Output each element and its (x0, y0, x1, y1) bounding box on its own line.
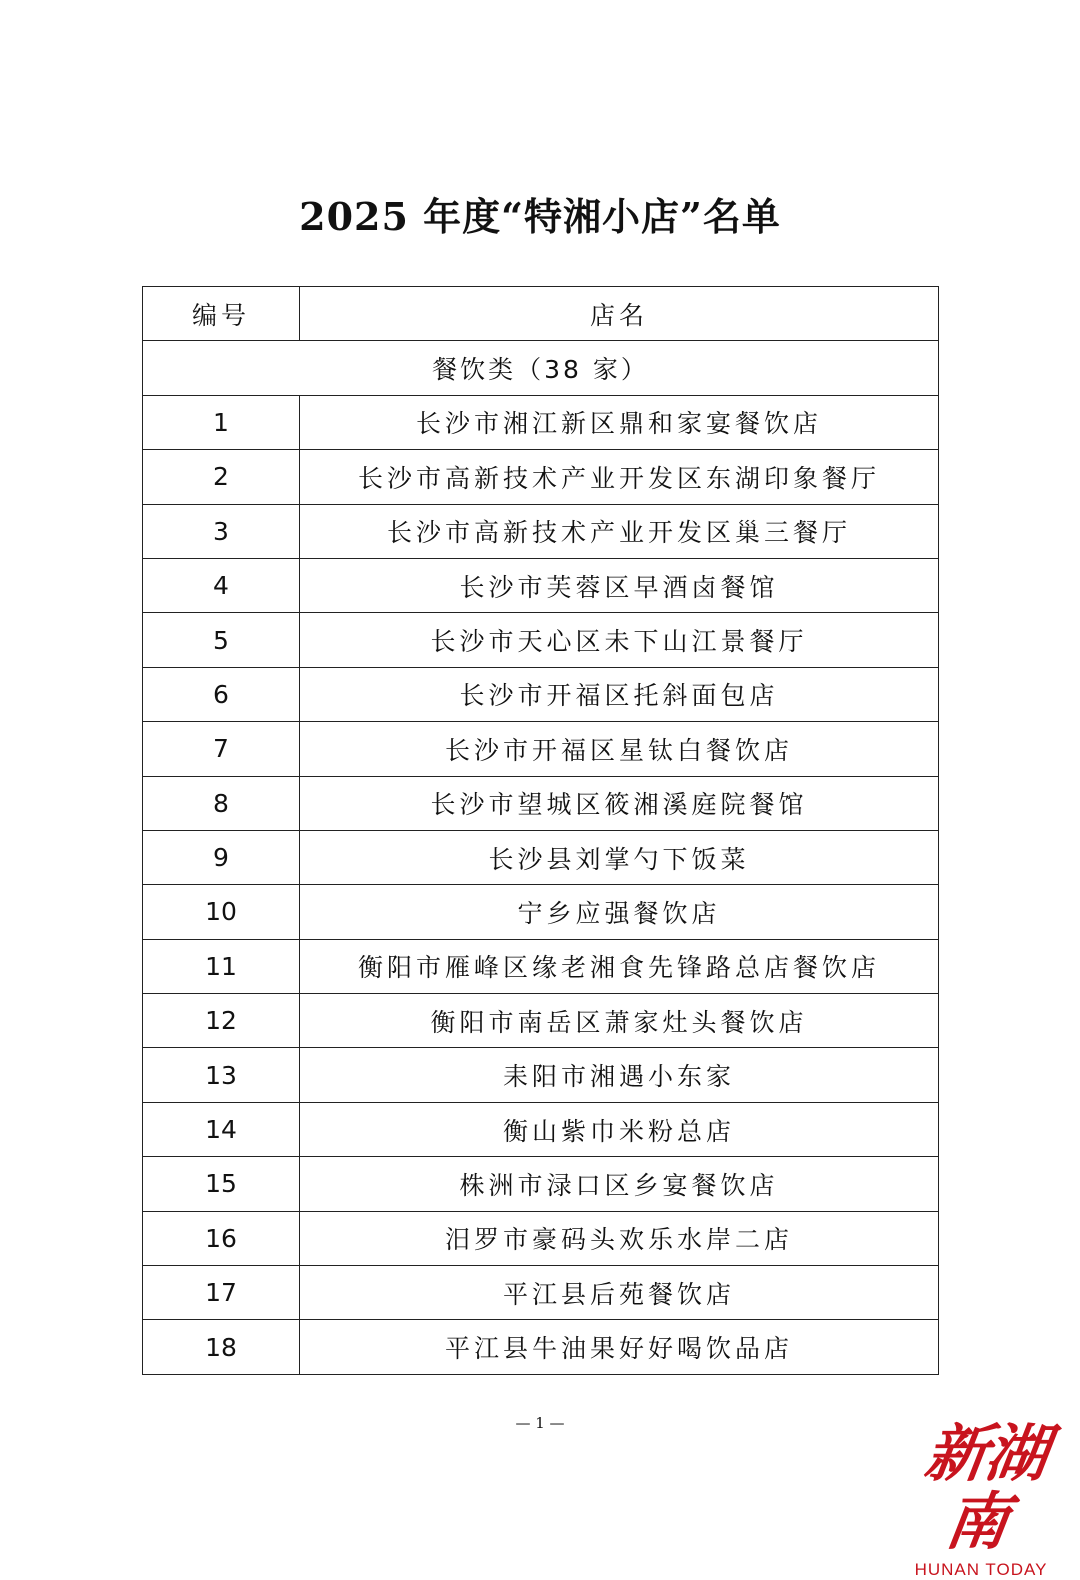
row-number: 3 (143, 504, 300, 558)
row-shop-name: 长沙市开福区星钛白餐饮店 (300, 722, 939, 776)
category-row (143, 341, 939, 395)
row-number: 6 (143, 667, 300, 721)
page-title: 2025 年度“特湘小店”名单 (299, 194, 781, 239)
row-number: 2 (143, 450, 300, 504)
table-row (143, 1211, 939, 1265)
row-number: 11 (143, 939, 300, 993)
table-row (143, 1102, 939, 1156)
table-row (143, 667, 939, 721)
row-shop-name: 衡山紫巾米粉总店 (300, 1102, 939, 1156)
table-row (143, 722, 939, 776)
row-shop-name: 长沙市芙蓉区早酒卤餐馆 (300, 558, 939, 612)
row-shop-name: 长沙市开福区托斜面包店 (300, 667, 939, 721)
table-row (143, 830, 939, 884)
row-shop-name: 汨罗市豪码头欢乐水岸二店 (300, 1211, 939, 1265)
table-row (143, 1320, 939, 1374)
logo-chinese-text: 新湖南 (920, 1417, 1051, 1558)
row-shop-name: 长沙市天心区未下山江景餐厅 (300, 613, 939, 667)
category-label: 餐饮类（38 家） (143, 341, 939, 395)
table-row (143, 885, 939, 939)
table-row (143, 558, 939, 612)
row-shop-name: 平江县牛油果好好喝饮品店 (300, 1320, 939, 1374)
table-row (143, 994, 939, 1048)
row-shop-name: 长沙市高新技术产业开发区巢三餐厅 (300, 504, 939, 558)
table-row (143, 939, 939, 993)
row-shop-name: 株洲市渌口区乡宴餐饮店 (300, 1157, 939, 1211)
row-number: 13 (143, 1048, 300, 1102)
row-number: 16 (143, 1211, 300, 1265)
row-number: 5 (143, 613, 300, 667)
row-number: 17 (143, 1266, 300, 1320)
table-row (143, 395, 939, 449)
row-number: 7 (143, 722, 300, 776)
row-shop-name: 衡阳市南岳区萧家灶头餐饮店 (300, 994, 939, 1048)
row-shop-name: 宁乡应强餐饮店 (300, 885, 939, 939)
row-number: 18 (143, 1320, 300, 1374)
row-shop-name: 衡阳市雁峰区缘老湘食先锋路总店餐饮店 (300, 939, 939, 993)
row-shop-name: 长沙市高新技术产业开发区东湖印象餐厅 (300, 450, 939, 504)
table-row (143, 504, 939, 558)
row-number: 10 (143, 885, 300, 939)
row-shop-name: 平江县后苑餐饮店 (300, 1266, 939, 1320)
table-header-row (143, 287, 939, 341)
table-row (143, 450, 939, 504)
header-shop-name: 店名 (300, 287, 939, 341)
row-shop-name: 长沙县刘掌勺下饭菜 (300, 830, 939, 884)
row-number: 15 (143, 1157, 300, 1211)
row-number: 9 (143, 830, 300, 884)
row-number: 14 (143, 1102, 300, 1156)
row-shop-name: 长沙市望城区筱湘溪庭院餐馆 (300, 776, 939, 830)
table-row (143, 1266, 939, 1320)
row-number: 4 (143, 558, 300, 612)
table-row (143, 776, 939, 830)
table-row (143, 613, 939, 667)
row-shop-name: 耒阳市湘遇小东家 (300, 1048, 939, 1102)
shop-list-table (142, 286, 939, 1375)
table-row (143, 1048, 939, 1102)
row-number: 1 (143, 395, 300, 449)
hunan-today-logo (896, 1417, 1066, 1580)
header-number: 编号 (143, 287, 300, 341)
row-number: 12 (143, 994, 300, 1048)
row-number: 8 (143, 776, 300, 830)
page-number: — 1 — (515, 1414, 565, 1432)
row-shop-name: 长沙市湘江新区鼎和家宴餐饮店 (300, 395, 939, 449)
logo-english-text: HUNAN TODAY (914, 1560, 1048, 1579)
table-row (143, 1157, 939, 1211)
